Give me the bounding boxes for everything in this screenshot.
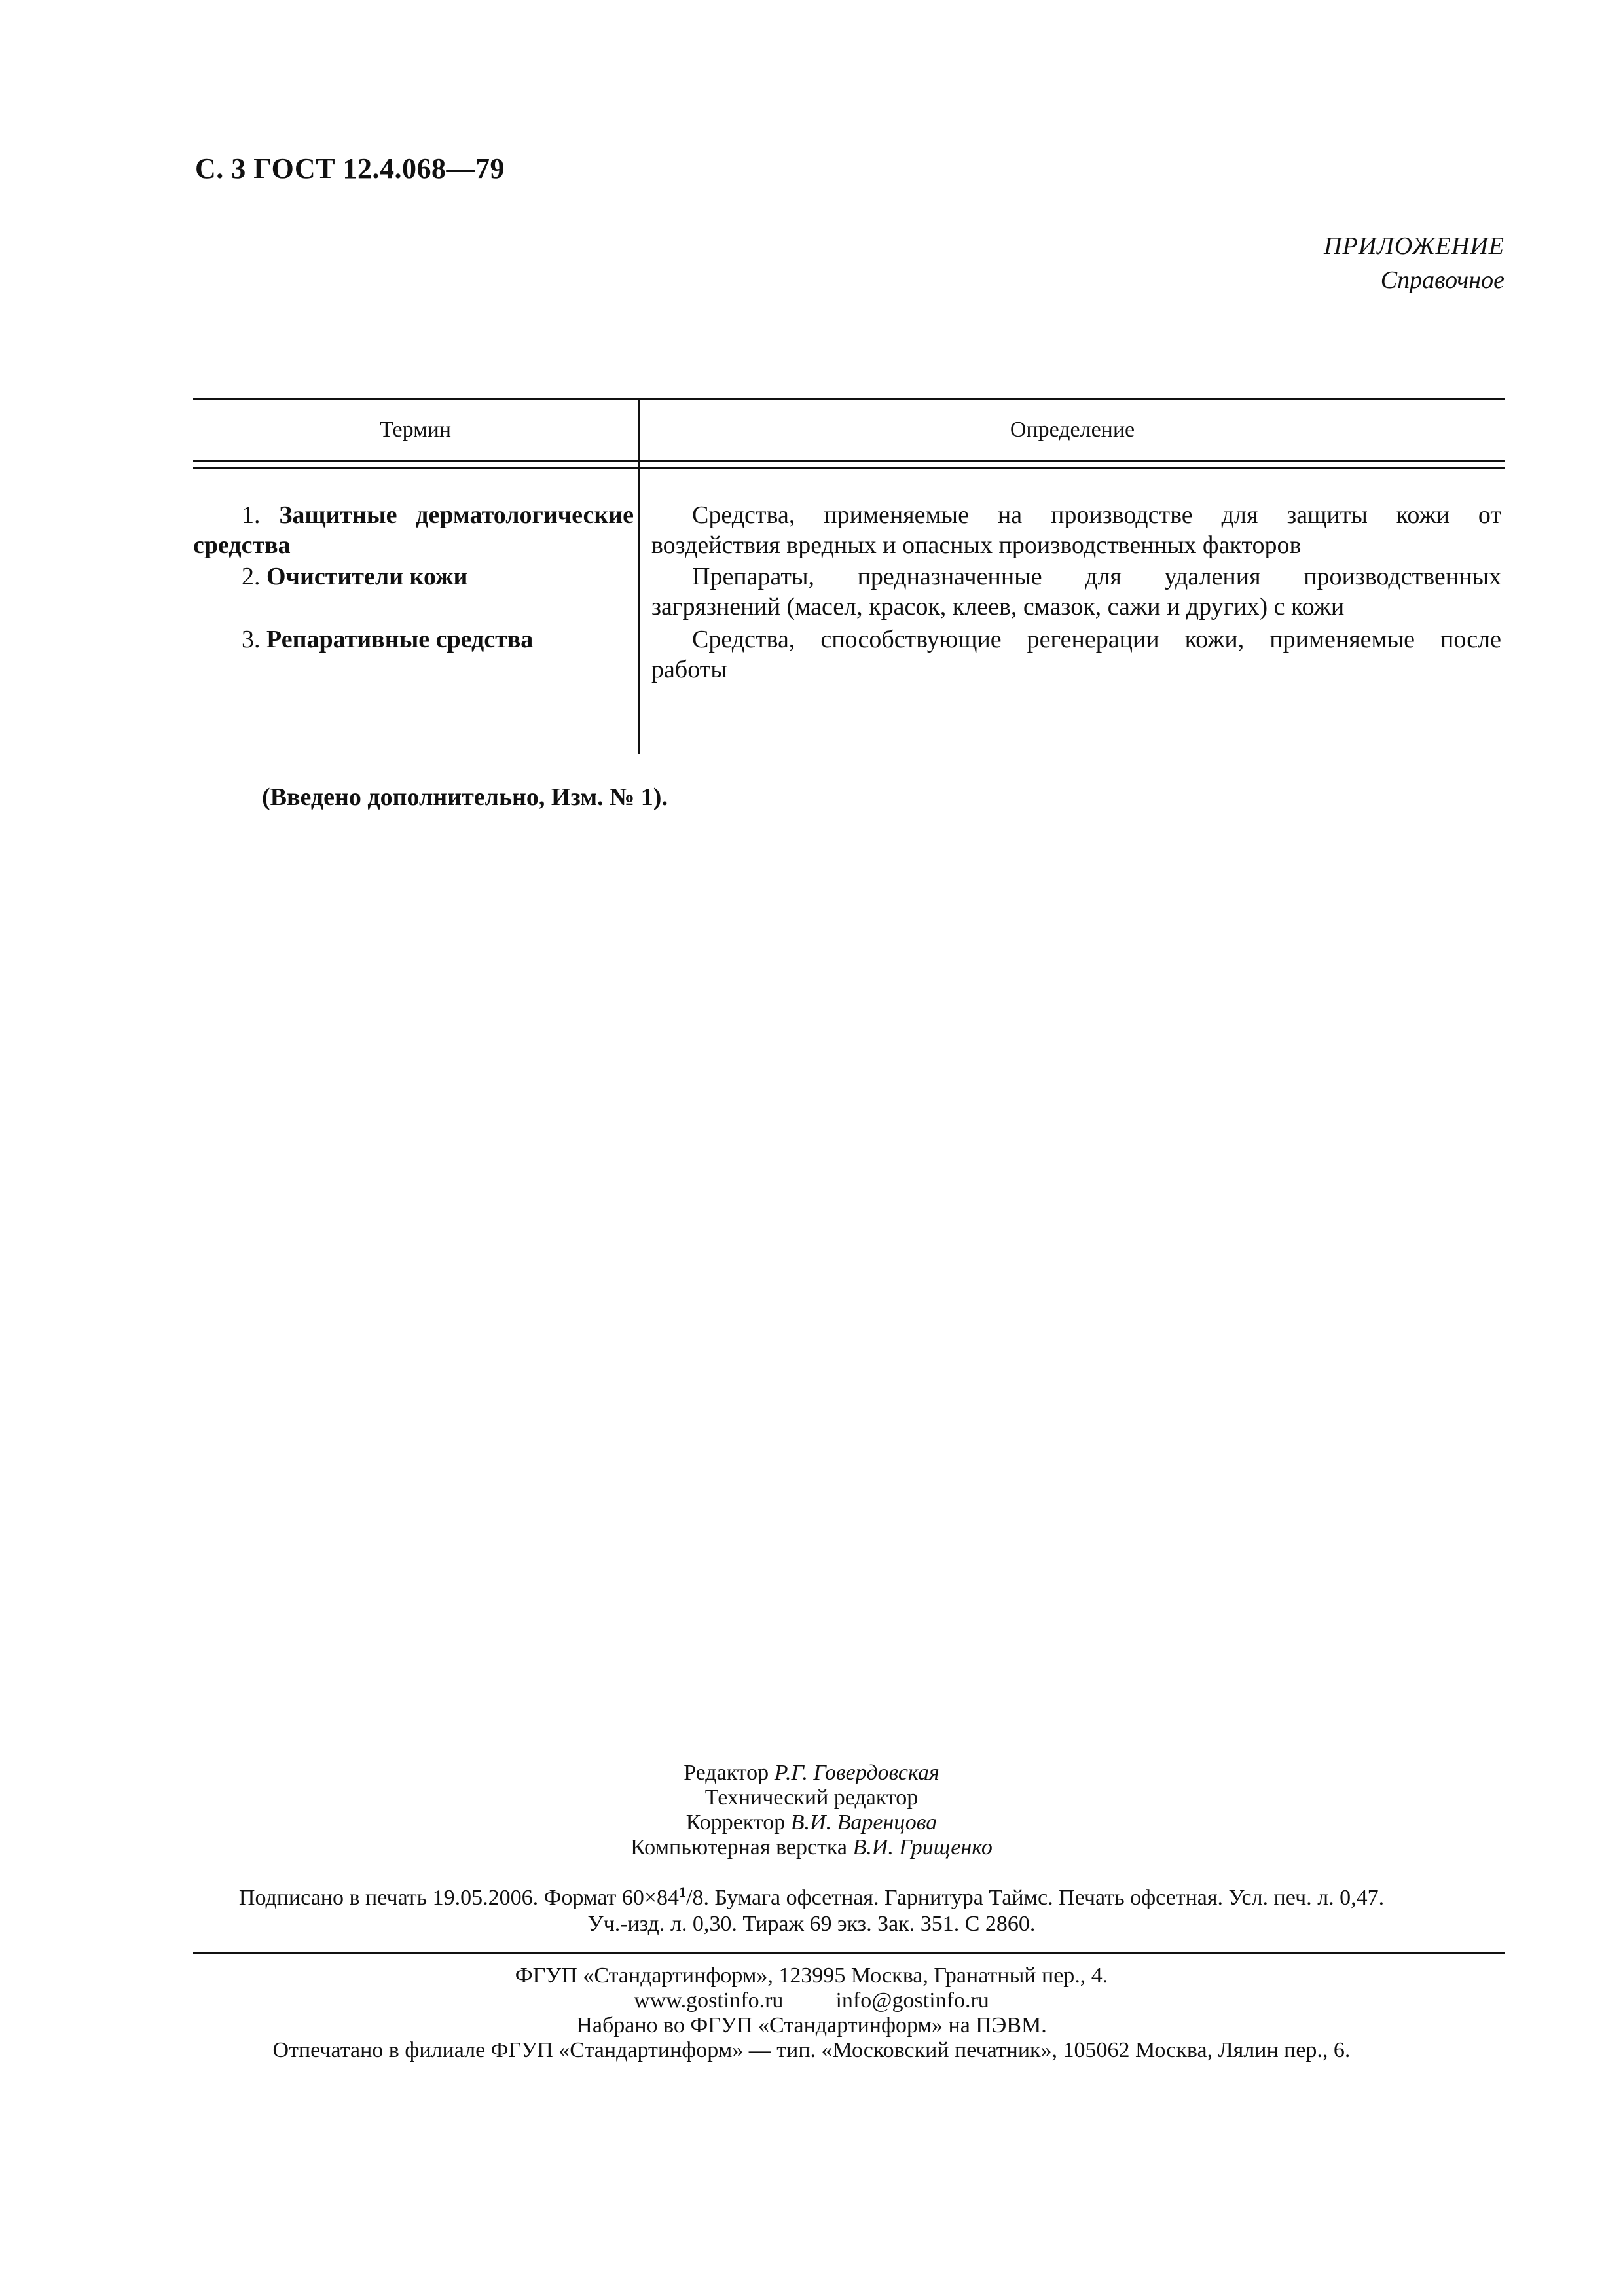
table-row-definition bbox=[651, 562, 1501, 622]
publisher-address: ФГУП «Стандартинформ», 123995 Москва, Гранатный пер., 4. bbox=[515, 1964, 1108, 1988]
term-number: 2. bbox=[242, 563, 261, 590]
term-number: 3. bbox=[242, 626, 261, 653]
page-header: С. 3 ГОСТ 12.4.068—79 bbox=[195, 152, 505, 185]
publisher-contacts bbox=[0, 1988, 1623, 2013]
appendix-subtitle: Справочное bbox=[1380, 266, 1504, 294]
publisher-email[interactable]: info@gostinfo.ru bbox=[835, 1988, 989, 2013]
imprint-line: Подписано в печать 19.05.2006. Формат $60\times 84^1/8$. Бумага офсетная. Гарнитура Таймс. Печать офсетная. Усл. печ. л. 0,47. bbox=[238, 1884, 1385, 1910]
imprint-line: Уч.-изд. л. 0,30. Тираж 69 экз. Зак. 351. С 2860. bbox=[587, 1912, 1036, 1936]
table-row-term bbox=[193, 500, 634, 560]
term-name: Репаративные средства bbox=[266, 626, 534, 653]
credit-editor: Редактор Р.Г. Говердовская bbox=[684, 1761, 939, 1785]
definition-text: Препараты, предназначенные для удаления производственных bbox=[692, 563, 1501, 590]
table-row-term bbox=[205, 624, 670, 655]
credits-block bbox=[0, 1761, 1623, 1860]
term-name: Защитные дерматологические bbox=[279, 501, 634, 529]
footer-rule bbox=[193, 1952, 1505, 1954]
appendix-title: ПРИЛОЖЕНИЕ bbox=[1324, 232, 1504, 260]
table-row-definition bbox=[651, 500, 1501, 560]
terms-table bbox=[193, 398, 1505, 754]
credit-corrector: Корректор В.И. Варенцова bbox=[685, 1810, 938, 1835]
table-top-rule bbox=[193, 398, 1505, 400]
publisher-typeset: Набрано во ФГУП «Стандартинформ» на ПЭВМ. bbox=[576, 2013, 1047, 2037]
table-row-definition bbox=[651, 624, 1501, 685]
credit-tech-editor: Технический редактор bbox=[704, 1785, 919, 1810]
publisher-website[interactable]: www.gostinfo.ru bbox=[634, 1988, 784, 2013]
definition-text: Средства, способствующие регенерации кожи, применяемые после bbox=[692, 626, 1501, 653]
term-name-continued: средства bbox=[193, 531, 291, 559]
table-header-term: Термин bbox=[380, 418, 451, 442]
definition-text-continued: загрязнений (масел, красок, клеев, смазок, сажи и других) с кожи bbox=[651, 593, 1345, 620]
term-name: Очистители кожи bbox=[266, 563, 468, 590]
term-number: 1. bbox=[242, 501, 261, 529]
publisher-block bbox=[0, 1964, 1623, 2063]
definition-text: Средства, применяемые на производстве для защиты кожи от bbox=[692, 501, 1501, 529]
table-header-definition: Определение bbox=[1010, 418, 1135, 442]
table-row-term bbox=[205, 562, 670, 592]
amendment-note: (Введено дополнительно, Изм. № 1). bbox=[262, 783, 668, 811]
table-header-rule bbox=[193, 460, 1505, 462]
table-header-rule-double bbox=[193, 467, 1505, 469]
credit-layout: Компьютерная верстка В.И. Грищенко bbox=[630, 1835, 993, 1859]
imprint-block bbox=[0, 1885, 1623, 1937]
appendix-label bbox=[1324, 229, 1504, 297]
definition-text-continued: воздействия вредных и опасных производственных факторов bbox=[651, 531, 1302, 559]
publisher-printed: Отпечатано в филиале ФГУП «Стандартинформ» — тип. «Московский печатник», 105062 Москва, Лялин пер., 6. bbox=[272, 2038, 1351, 2062]
definition-text-continued: работы bbox=[651, 656, 727, 683]
